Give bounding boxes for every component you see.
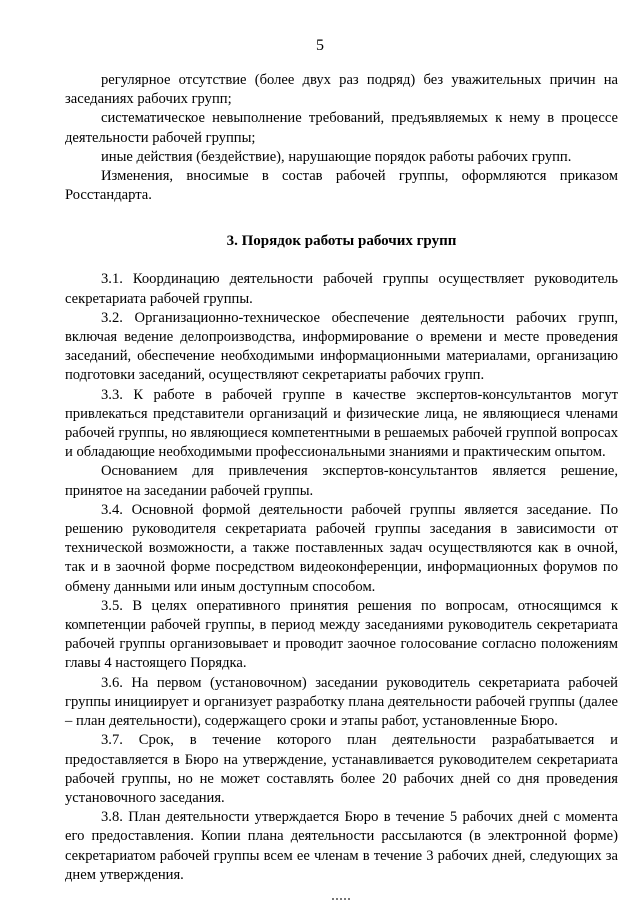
paragraph-non-compliance: систематическое невыполнение требований, предъявляемых к нему в процессе деятельности рабочей группы; [65,110,618,146]
paragraph-3-7: 3.7. Срок, в течение которого план деятельности разрабатывается и предоставляется в Бюро на утверждение, устанавливается руководителем секретариата рабочей группы, но не может составлять более 20 рабочих дней со дня проведения установочного заседания. [65,732,618,806]
section-title: 3. Порядок работы рабочих групп [226,233,457,250]
paragraph-3-8: 3.8. План деятельности утверждается Бюро в течение 5 рабочих дней с момента его предоставления. Копии плана деятельности рассылаются (в электронной форме) секретариатом рабочей группы всем ее членам в течение 3 рабочих дней, следующих за днем утверждения. [65,809,618,883]
paragraph-absence: регулярное отсутствие (более двух раз подряд) без уважительных причин на заседаниях рабочих групп; [65,72,618,108]
scan-artifact [332,898,350,900]
paragraph-3-5: 3.5. В целях оперативного принятия решения по вопросам, относящимся к компетенции рабочей группы, в период между заседаниями руководитель секретариата рабочей группы организовывает и проводит заочное голосование согласно положениям главы 4 настоящего Порядка. [65,597,618,672]
paragraph-3-6: 3.6. На первом (установочном) заседании руководитель секретариата рабочей группы инициирует и организует разработку плана деятельности рабочей группы (далее – план деятельности), содержащего сроки и этапы работ, установленные Бюро. [65,674,618,730]
document-body [65,71,618,885]
paragraph-3-3: 3.3. К работе в рабочей группе в качестве экспертов-консультантов могут привлекаться представители организаций и физические лица, не являющиеся членами рабочей группы, но являющиеся компетентными в решаемых рабочей группой вопросах и обладающие необходимыми профессиональными знаниями и практическим опытом. [65,386,618,461]
paragraph-3-1: 3.1. Координацию деятельности рабочей группы осуществляет руководитель секретариата рабочей группы. [65,271,618,307]
page-number: 5 [316,37,324,54]
paragraph-changes: Изменения, вносимые в состав рабочей группы, оформляются приказом Росстандарта. [65,168,618,204]
paragraph-3-4: 3.4. Основной формой деятельности рабочей группы является заседание. По решению руководителя секретариата рабочей группы заседания в зависимости от технической возможности, а также поставленных задач осуществляются как в очной, так и в заочной форме посредством видеоконференции, информационных форумов по обмену данными или иным доступным способом. [65,501,618,595]
paragraph-3-3-basis: Основанием для привлечения экспертов-консультантов является решение, принятое на заседании рабочей группы. [65,463,618,499]
paragraph-other-actions: иные действия (бездействие), нарушающие порядок работы рабочих групп. [101,148,572,165]
paragraph-3-2: 3.2. Организационно-техническое обеспечение деятельности рабочих групп, включая ведение делопроизводства, информирование о времени и месте проведения заседаний, обеспечение необходимыми информационными материалами, организацию подготовки заседаний, осуществляют секретариаты рабочих групп. [65,309,618,384]
